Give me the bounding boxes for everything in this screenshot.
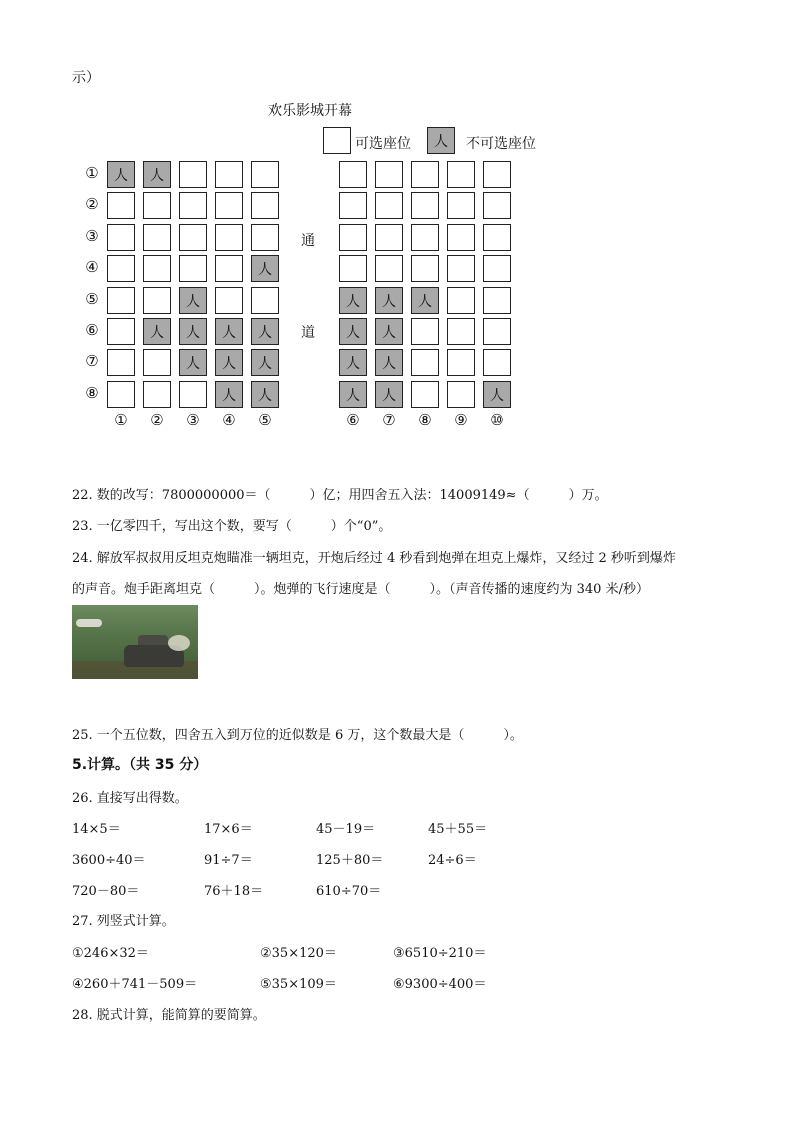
question-28: 28. 脱式计算，能简算的要简算。: [72, 1008, 266, 1023]
column-label: ③: [186, 411, 200, 429]
aisle-label-top: 通: [301, 233, 315, 249]
question-22: 22. 数的改写：7800000000＝（ ）亿；用四舍五入法：14009149≈（ ）万。: [72, 488, 608, 503]
row-label: ⑦: [85, 352, 99, 370]
seat-available[interactable]: [483, 192, 511, 219]
seat-available[interactable]: [143, 192, 171, 219]
seat-available[interactable]: [179, 255, 207, 282]
seat-available[interactable]: [483, 287, 511, 314]
legend-taken-box: 人: [427, 127, 455, 154]
q26-item: 610÷70＝: [316, 884, 382, 899]
seat-available[interactable]: [483, 224, 511, 251]
seat-available[interactable]: [143, 287, 171, 314]
seat-available[interactable]: [251, 192, 279, 219]
q27-item: ②35×120＝: [260, 946, 337, 961]
q26-item: 125＋80＝: [316, 853, 384, 868]
tank-photo: [72, 605, 198, 679]
seat-taken: 人: [179, 349, 207, 376]
seat-taken: 人: [251, 255, 279, 282]
seat-taken: 人: [339, 381, 367, 408]
seat-available[interactable]: [251, 161, 279, 188]
seat-taken: 人: [375, 287, 403, 314]
seat-available[interactable]: [107, 381, 135, 408]
seat-available[interactable]: [143, 255, 171, 282]
seat-available[interactable]: [107, 349, 135, 376]
seat-taken: 人: [339, 349, 367, 376]
row-label: ②: [85, 195, 99, 213]
question-25: 25. 一个五位数，四舍五入到万位的近似数是 6 万，这个数最大是（ ）。: [72, 728, 523, 743]
seat-available[interactable]: [179, 381, 207, 408]
seat-available[interactable]: [447, 381, 475, 408]
column-label: ⑤: [258, 411, 272, 429]
column-label: ①: [114, 411, 128, 429]
seat-available[interactable]: [483, 255, 511, 282]
column-label: ⑦: [382, 411, 396, 429]
q27-item: ③6510÷210＝: [393, 946, 487, 961]
seat-available[interactable]: [411, 381, 439, 408]
seat-available[interactable]: [179, 161, 207, 188]
seat-taken: 人: [215, 349, 243, 376]
seat-taken: 人: [375, 381, 403, 408]
column-label: ⑨: [454, 411, 468, 429]
seat-taken: 人: [179, 318, 207, 345]
column-label: ⑧: [418, 411, 432, 429]
row-label: ③: [85, 227, 99, 245]
seat-available[interactable]: [107, 318, 135, 345]
seat-available[interactable]: [375, 224, 403, 251]
seat-taken: 人: [375, 349, 403, 376]
question-24-line2: 的声音。炮手距离坦克（ ）。炮弹的飞行速度是（ ）。（声音传播的速度约为 340 米/秒）: [72, 582, 649, 597]
seat-available[interactable]: [447, 161, 475, 188]
seat-available[interactable]: [411, 192, 439, 219]
seat-taken: 人: [483, 381, 511, 408]
seat-available[interactable]: [339, 224, 367, 251]
seat-available[interactable]: [411, 255, 439, 282]
row-label: ①: [85, 164, 99, 182]
seat-available[interactable]: [143, 381, 171, 408]
seat-taken: 人: [411, 287, 439, 314]
row-label: ⑤: [85, 290, 99, 308]
seat-available[interactable]: [411, 224, 439, 251]
column-label: ②: [150, 411, 164, 429]
seat-available[interactable]: [447, 192, 475, 219]
seat-available[interactable]: [411, 349, 439, 376]
q27-item: ①246×32＝: [72, 946, 149, 961]
column-label: ⑥: [346, 411, 360, 429]
q26-item: 17×6＝: [204, 822, 253, 837]
row-label: ⑥: [85, 321, 99, 339]
seat-taken: 人: [215, 381, 243, 408]
q26-item: 3600÷40＝: [72, 853, 146, 868]
intro-fragment: 示）: [72, 70, 100, 86]
seat-taken: 人: [107, 161, 135, 188]
legend-available-label: 可选座位: [355, 136, 411, 152]
seat-available[interactable]: [447, 224, 475, 251]
seat-taken: 人: [143, 318, 171, 345]
question-24-line1: 24. 解放军叔叔用反坦克炮瞄准一辆坦克，开炮后经过 4 秒看到炮弹在坦克上爆炸，又经过 2 秒听到爆炸: [72, 551, 676, 566]
seat-available[interactable]: [143, 224, 171, 251]
seat-available[interactable]: [375, 161, 403, 188]
question-26: 26. 直接写出得数。: [72, 791, 188, 806]
seat-available[interactable]: [251, 224, 279, 251]
seat-available[interactable]: [483, 349, 511, 376]
question-27: 27. 列竖式计算。: [72, 914, 175, 929]
seat-available[interactable]: [107, 287, 135, 314]
cinema-title: 欢乐影城开幕: [268, 103, 352, 119]
seat-available[interactable]: [215, 287, 243, 314]
seat-available[interactable]: [143, 349, 171, 376]
seat-taken: 人: [215, 318, 243, 345]
seat-available[interactable]: [251, 287, 279, 314]
seat-available[interactable]: [339, 161, 367, 188]
row-label: ⑧: [85, 384, 99, 402]
q26-item: 45－19＝: [316, 822, 376, 837]
seat-available[interactable]: [339, 192, 367, 219]
seat-available[interactable]: [375, 192, 403, 219]
seat-taken: 人: [251, 349, 279, 376]
seat-available[interactable]: [179, 224, 207, 251]
legend-taken-label: 不可选座位: [466, 136, 536, 152]
seat-taken: 人: [375, 318, 403, 345]
row-label: ④: [85, 258, 99, 276]
seat-available[interactable]: [447, 255, 475, 282]
seat-available[interactable]: [179, 192, 207, 219]
seat-taken: 人: [339, 287, 367, 314]
seat-taken: 人: [339, 318, 367, 345]
seat-available[interactable]: [411, 318, 439, 345]
q27-item: ④260＋741－509＝: [72, 977, 198, 992]
q27-item: ⑤35×109＝: [260, 977, 337, 992]
seat-available[interactable]: [411, 161, 439, 188]
seat-available[interactable]: [447, 287, 475, 314]
seat-available[interactable]: [375, 255, 403, 282]
seat-available[interactable]: [107, 192, 135, 219]
seat-taken: 人: [179, 287, 207, 314]
q26-item: 720－80＝: [72, 884, 140, 899]
section-5-heading: 5.计算。（共 35 分）: [72, 757, 208, 773]
seat-available[interactable]: [107, 224, 135, 251]
q26-item: 14×5＝: [72, 822, 121, 837]
question-23: 23. 一亿零四千，写出这个数，要写（ ）个“0”。: [72, 519, 392, 534]
seat-taken: 人: [251, 381, 279, 408]
q26-item: 76＋18＝: [204, 884, 264, 899]
seat-taken: 人: [143, 161, 171, 188]
column-label: ④: [222, 411, 236, 429]
seat-available[interactable]: [215, 161, 243, 188]
column-label: ⑩: [490, 411, 504, 429]
seat-available[interactable]: [215, 255, 243, 282]
seat-available[interactable]: [483, 318, 511, 345]
seat-available[interactable]: [447, 318, 475, 345]
seat-available[interactable]: [447, 349, 475, 376]
seat-available[interactable]: [339, 255, 367, 282]
q26-item: 91÷7＝: [204, 853, 253, 868]
q26-item: 45＋55＝: [428, 822, 488, 837]
seat-taken: 人: [251, 318, 279, 345]
seat-available[interactable]: [107, 255, 135, 282]
q27-item: ⑥9300÷400＝: [393, 977, 487, 992]
legend-available-box: [323, 127, 351, 154]
seat-available[interactable]: [483, 161, 511, 188]
q26-item: 24÷6＝: [428, 853, 477, 868]
seat-available[interactable]: [215, 192, 243, 219]
aisle-label-bottom: 道: [301, 325, 315, 341]
seat-available[interactable]: [215, 224, 243, 251]
